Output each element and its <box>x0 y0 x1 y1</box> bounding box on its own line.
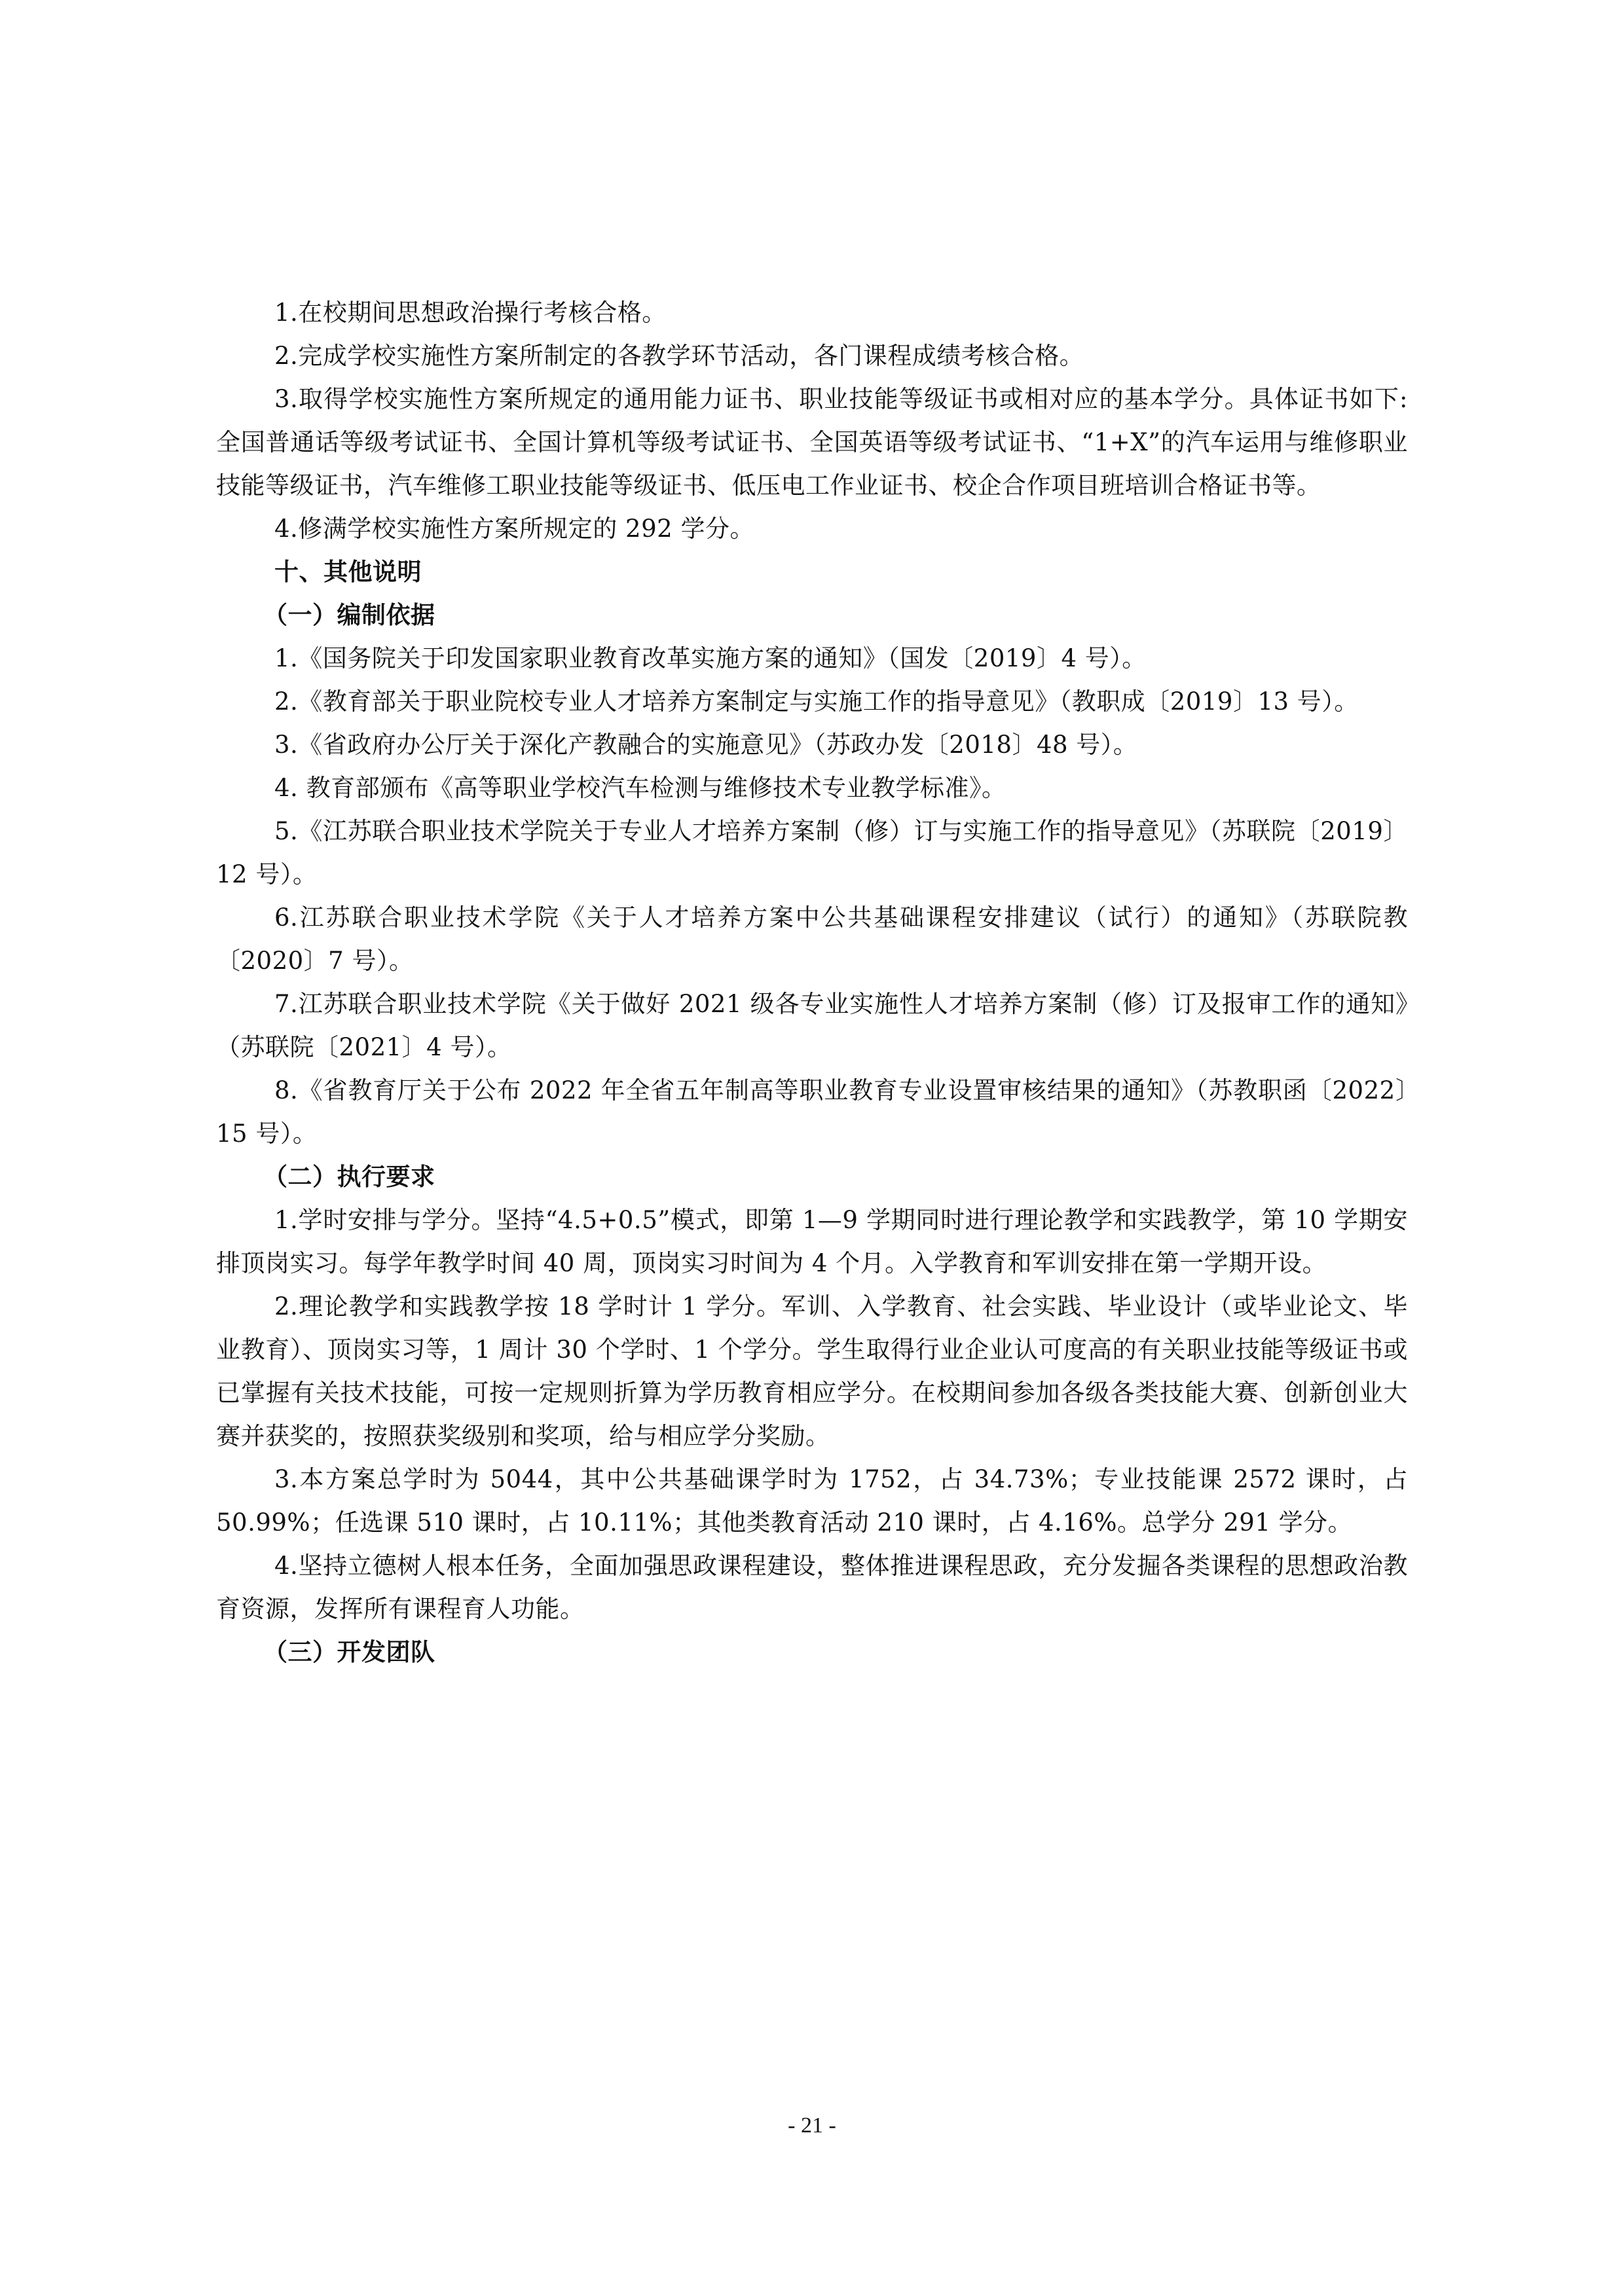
paragraph-requirement-3: 3.本方案总学时为 5044，其中公共基础课学时为 1752，占 34.73%；专业技能课 2572 课时，占 50.99%；任选课 510 课时，占 10.11%；其他类教育活动 210 课时，占 4.16%。总学分 291 学分。 <box>216 1465 1408 1537</box>
paragraph-basis-6: 6.江苏联合职业技术学院《关于人才培养方案中公共基础课程安排建议（试行）的通知》（苏联院教〔2020〕7 号）。 <box>216 903 1408 975</box>
paragraph-basis-3: 3.《省政府办公厅关于深化产教融合的实施意见》（苏政办发〔2018〕48 号）。 <box>274 731 1138 759</box>
paragraph-graduation-req-1: 1.在校期间思想政治操行考核合格。 <box>274 299 667 327</box>
paragraph-requirement-2: 2.理论教学和实践教学按 18 学时计 1 学分。军训、入学教育、社会实践、毕业设计（或毕业论文、毕业教育）、顶岗实习等，1 周计 30 个学时、1 个学分。学生取得行业企业认可度高的有关职业技能等级证书或已掌握有关技术技能，可按一定规则折算为学历教育相应学分。在校期间参加各级各类技能大赛、创新创业大赛并获奖的，按照获奖级别和奖项，给与相应学分奖励。 <box>216 1292 1408 1450</box>
paragraph-basis-7: 7.江苏联合职业技术学院《关于做好 2021 级各专业实施性人才培养方案制（修）订及报审工作的通知》（苏联院〔2021〕4 号）。 <box>216 990 1408 1061</box>
paragraph-requirement-1: 1.学时安排与学分。坚持“4.5+0.5”模式，即第 1—9 学期同时进行理论教学和实践教学，第 10 学期安排顶岗实习。每学年教学时间 40 周，顶岗实习时间为 4 个月。入学教育和军训安排在第一学期开设。 <box>216 1206 1408 1277</box>
paragraph-requirement-4: 4.坚持立德树人根本任务，全面加强思政课程建设，整体推进课程思政，充分发掘各类课程的思想政治教育资源，发挥所有课程育人功能。 <box>216 1552 1408 1623</box>
paragraph-basis-4: 4. 教育部颁布《高等职业学校汽车检测与维修技术专业教学标准》。 <box>274 774 1006 802</box>
paragraph-graduation-req-3: 3.取得学校实施性方案所规定的通用能力证书、职业技能等级证书或相对应的基本学分。具体证书如下:全国普通话等级考试证书、全国计算机等级考试证书、全国英语等级考试证书、“1+X”的汽车运用与维修职业技能等级证书，汽车维修工职业技能等级证书、低压电工作业证书、校企合作项目班培训合格证书等。 <box>216 385 1408 500</box>
subsection-heading-team: （三）开发团队 <box>263 1638 435 1666</box>
paragraph-basis-2: 2.《教育部关于职业院校专业人才培养方案制定与实施工作的指导意见》（教职成〔2019〕13 号）。 <box>274 687 1359 716</box>
paragraph-basis-5: 5.《江苏联合职业技术学院关于专业人才培养方案制（修）订与实施工作的指导意见》（苏联院〔2019〕12 号）。 <box>216 817 1408 888</box>
page-number: - 21 - <box>788 2113 836 2138</box>
paragraph-basis-8: 8.《省教育厅关于公布 2022 年全省五年制高等职业教育专业设置审核结果的通知》（苏教职函〔2022〕15 号）。 <box>216 1076 1408 1148</box>
paragraph-graduation-req-2: 2.完成学校实施性方案所制定的各教学环节活动，各门课程成绩考核合格。 <box>274 342 1084 370</box>
subsection-heading-requirements: （二）执行要求 <box>263 1163 435 1191</box>
subsection-heading-basis: （一）编制依据 <box>263 601 435 629</box>
document-body <box>216 291 1408 1674</box>
paragraph-basis-1: 1.《国务院关于印发国家职业教育改革实施方案的通知》（国发〔2019〕4 号）。 <box>274 644 1147 672</box>
paragraph-graduation-req-4: 4.修满学校实施性方案所规定的 292 学分。 <box>274 515 754 543</box>
section-heading-other-notes: 十、其他说明 <box>274 558 422 586</box>
